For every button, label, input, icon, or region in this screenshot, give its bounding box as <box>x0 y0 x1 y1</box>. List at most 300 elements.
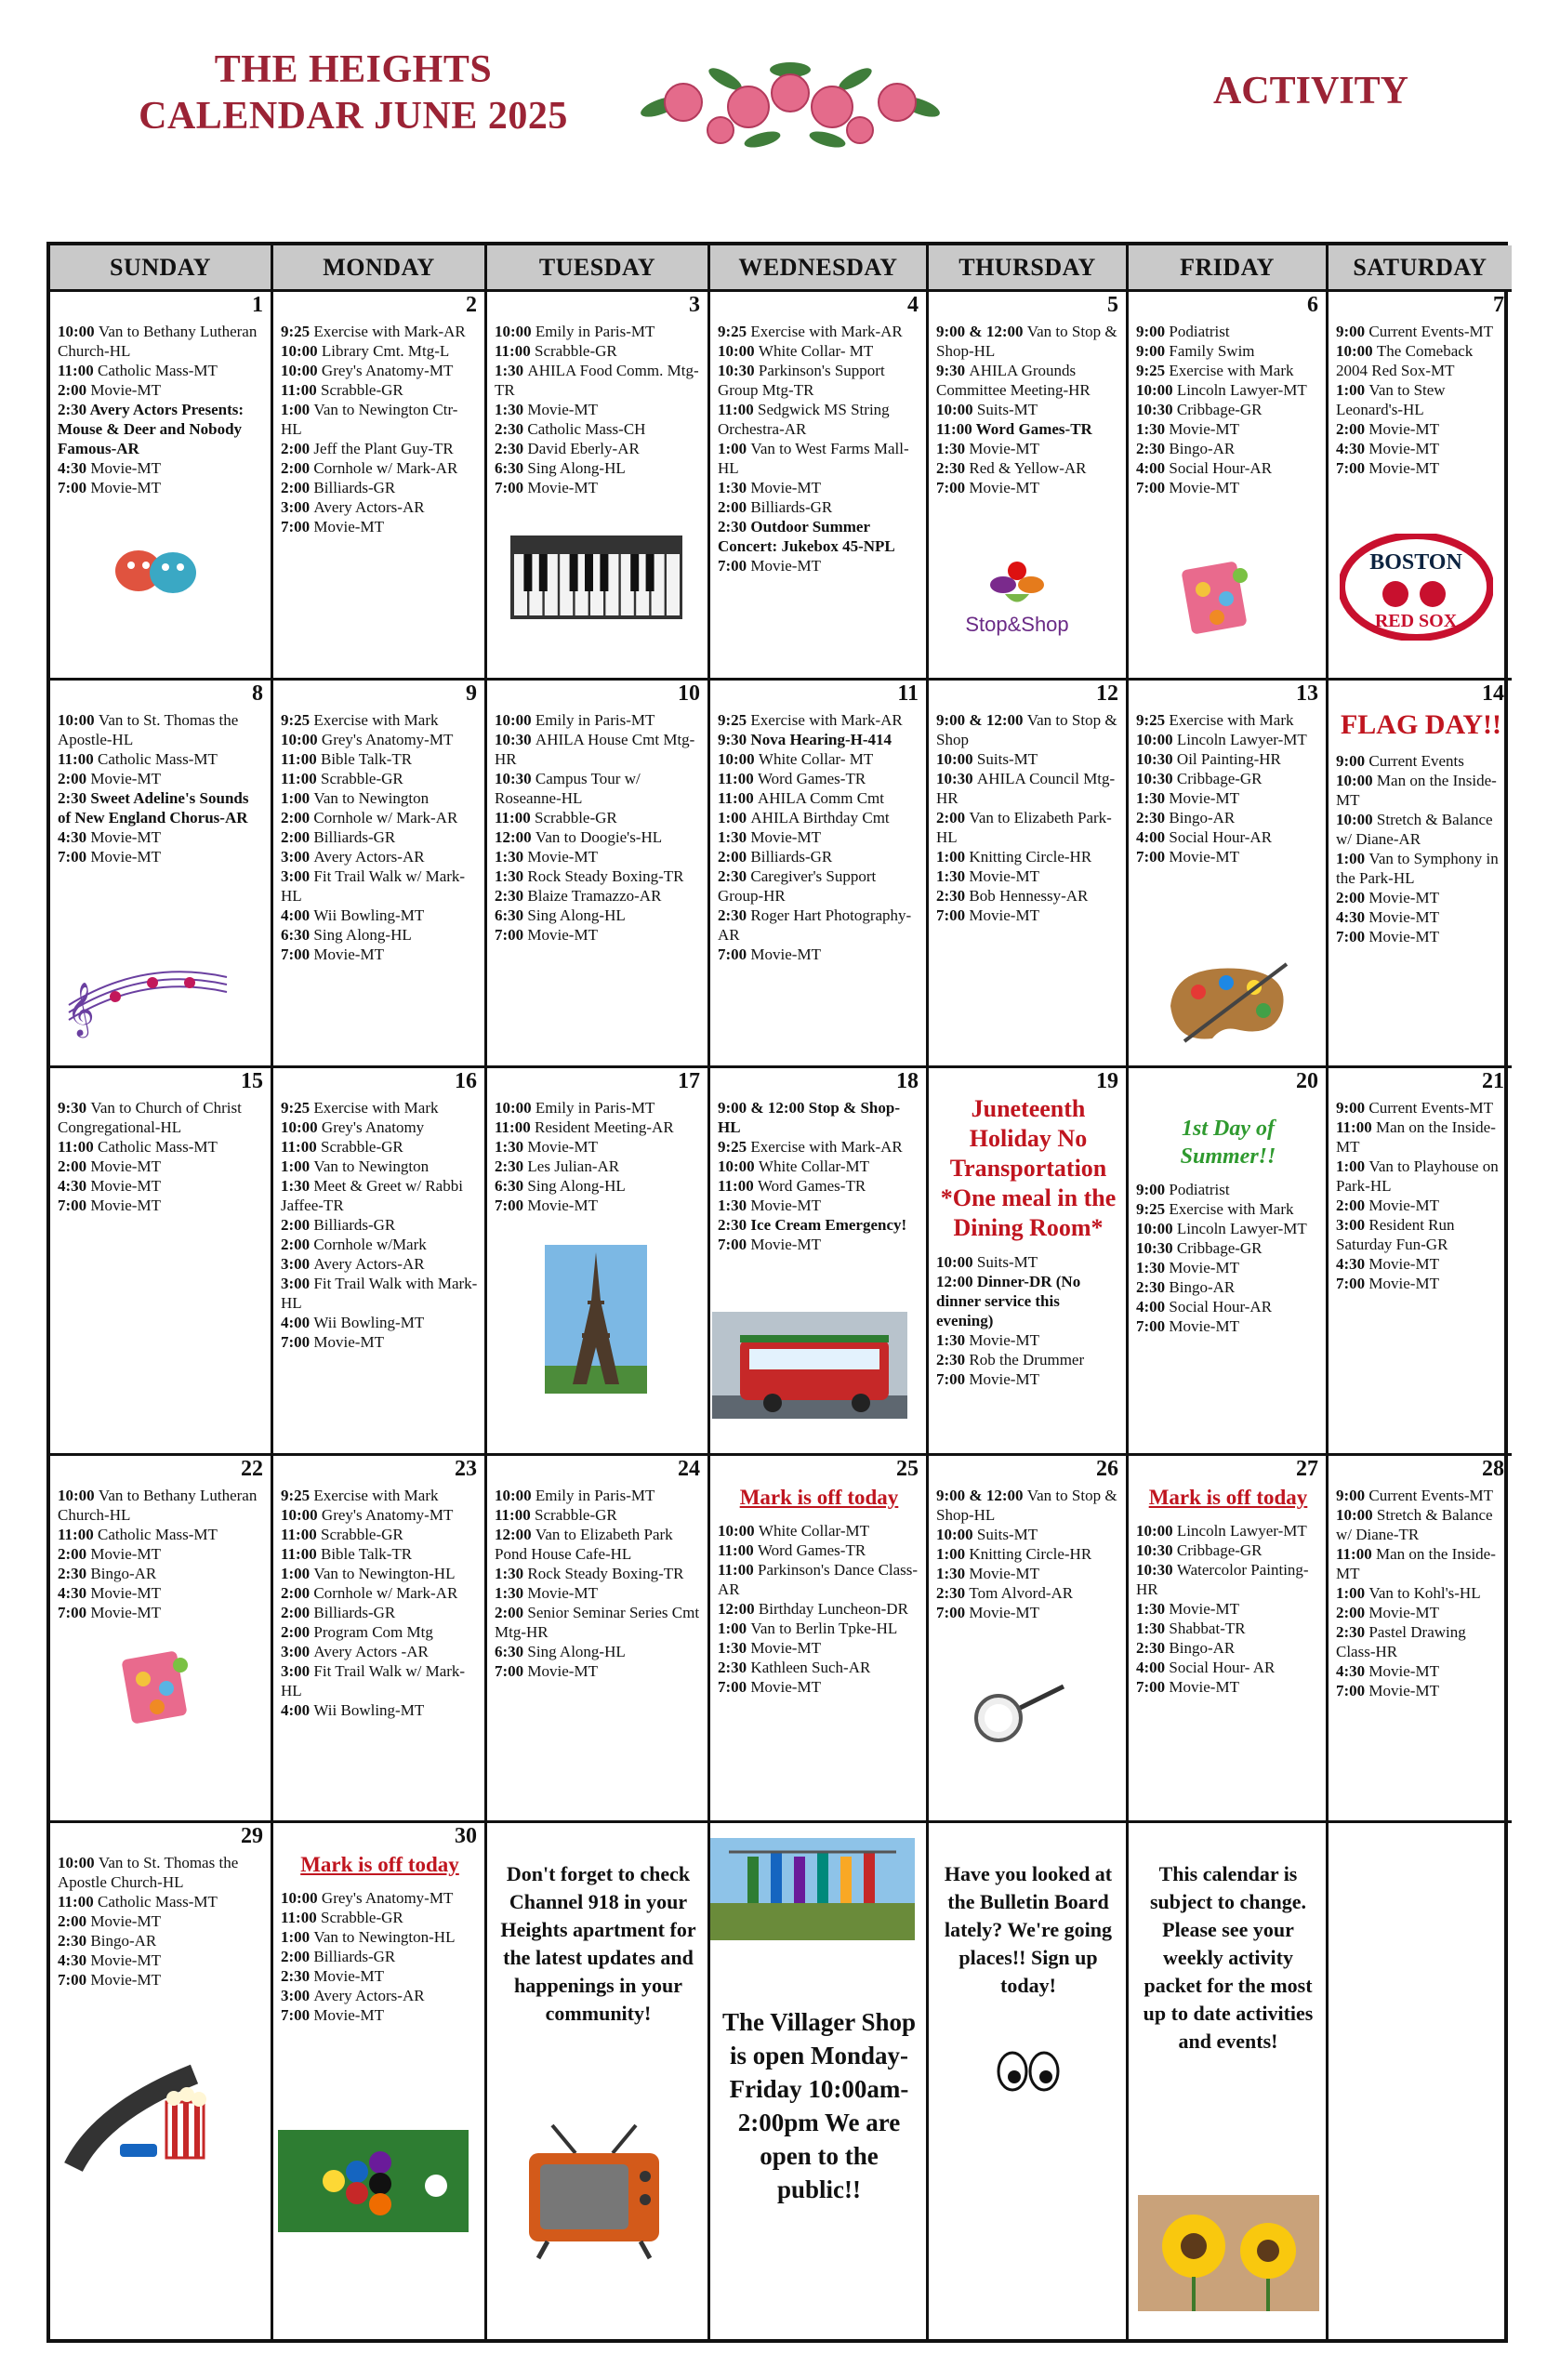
day-number: 21 <box>1482 1069 1504 1093</box>
sunflowers-photo <box>1138 2195 1319 2316</box>
day-number: 23 <box>455 1457 477 1481</box>
event-item: 1:30 Movie-MT <box>718 1639 821 1657</box>
event-item: 7:00 Movie-MT <box>1336 928 1439 945</box>
event-list <box>495 1098 702 1215</box>
event-list <box>718 322 920 575</box>
day-number: 11 <box>897 681 919 706</box>
day-number: 16 <box>455 1069 477 1093</box>
event-item: 4:00 Social Hour-AR <box>1136 459 1273 477</box>
day-cell-10 <box>487 681 710 1068</box>
event-item: 4:00 Wii Bowling-MT <box>281 906 425 924</box>
day-cell-19 <box>929 1068 1129 1456</box>
event-item: 1:30 Movie-MT <box>936 440 1039 457</box>
event-item: 2:30 Les Julian-AR <box>495 1157 620 1175</box>
trolley-photo <box>712 1312 907 1423</box>
event-item: 9:00 & 12:00 Van to Stop & Shop-HL <box>936 323 1117 360</box>
event-item: 1:00 Van to Berlin Tpke-HL <box>718 1620 898 1637</box>
event-item: 1:30 AHILA Food Comm. Mtg-TR <box>495 362 699 399</box>
day-cell-15 <box>50 1068 273 1456</box>
event-list <box>58 322 265 497</box>
event-item: 10:00 Lincoln Lawyer-MT <box>1136 731 1307 748</box>
event-item: 3:00 Fit Trail Walk w/ Mark-HL <box>281 867 466 905</box>
event-item: 11:00 Parkinson's Dance Class-AR <box>718 1561 919 1598</box>
event-item: 1:30 Movie-MT <box>1136 1600 1239 1618</box>
event-item: 2:30 Bingo-AR <box>1136 1639 1236 1657</box>
event-item: 9:00 Current Events-MT <box>1336 1099 1494 1117</box>
event-item: 2:00 Billiards-GR <box>281 1604 396 1621</box>
event-item: 2:30 Pastel Drawing Class-HR <box>1336 1623 1466 1660</box>
day-number: 15 <box>241 1069 263 1093</box>
day-headline: FLAG DAY!! <box>1340 709 1502 740</box>
note-text: Have you looked at the Bulletin Board lately? We're going places!! Sign up today! <box>944 1862 1113 1997</box>
stop-and-shop-logo <box>947 543 1087 650</box>
note-text: Don't forget to check Channel 918 in your Heights apartment for the latest updates and happenings in your community! <box>500 1862 696 2025</box>
day-number: 1 <box>252 293 263 317</box>
event-item: 2:00 Cornhole w/ Mark-AR <box>281 1584 458 1602</box>
event-item: 1:00 AHILA Birthday Cmt <box>718 809 890 826</box>
note-cell <box>710 1823 929 2339</box>
event-item: 2:30 Caregiver's Support Group-HR <box>718 867 877 905</box>
day-cell-26 <box>929 1456 1129 1823</box>
event-item: 7:00 Movie-MT <box>1336 1275 1439 1292</box>
event-item: 1:30 Movie-MT <box>936 1331 1039 1349</box>
event-item: 7:00 Movie-MT <box>281 518 384 536</box>
event-item: 1:30 Rock Steady Boxing-TR <box>495 867 684 885</box>
event-item: 1:30 Movie-MT <box>718 828 821 846</box>
eiffel-tower-icon <box>545 1245 647 1398</box>
event-item: 2:30 Sweet Adeline's Sounds of New England Chorus-AR <box>58 789 249 826</box>
header-sunday: SUNDAY <box>50 245 273 292</box>
day-headline: Mark is off today <box>739 1486 899 1509</box>
event-list <box>1336 751 1506 946</box>
event-item: 9:00 & 12:00 Van to Stop & Shop <box>936 711 1117 748</box>
day-cell-13 <box>1129 681 1329 1068</box>
billiards-photo <box>278 2130 469 2237</box>
retro-tv-icon <box>520 2121 668 2265</box>
event-item: 10:00 Grey's Anatomy-MT <box>281 731 454 748</box>
event-item: 3:00 Avery Actors-AR <box>281 1987 425 2004</box>
event-item: 2:30 Bob Hennessy-AR <box>936 887 1089 905</box>
event-item: 11:00 AHILA Comm Cmt <box>718 789 884 807</box>
event-item: 10:30 Cribbage-GR <box>1136 1239 1263 1257</box>
header-friday: FRIDAY <box>1129 245 1329 292</box>
event-item: 2:30 Avery Actors Presents: Mouse & Deer and Nobody Famous-AR <box>58 401 245 457</box>
event-item: 2:30 David Eberly-AR <box>495 440 640 457</box>
event-item: 2:00 Jeff the Plant Guy-TR <box>281 440 454 457</box>
event-item: 10:00 Emily in Paris-MT <box>495 1487 655 1504</box>
event-item: 11:00 Man on the Inside-MT <box>1336 1545 1496 1582</box>
event-item: 10:00 Grey's Anatomy-MT <box>281 362 454 379</box>
activity-title: ACTIVITY <box>1212 70 1409 112</box>
event-item: 9:00 Podiatrist <box>1136 1181 1230 1198</box>
event-item: 1:30 Movie-MT <box>495 1584 598 1602</box>
event-list <box>281 1098 479 1352</box>
day-cell-12 <box>929 681 1129 1068</box>
event-item: 7:00 Movie-MT <box>1136 1317 1239 1335</box>
event-item: 11:00 Word Games-TR <box>936 420 1092 438</box>
event-item: 7:00 Movie-MT <box>718 557 821 575</box>
event-item: 4:30 Movie-MT <box>1336 440 1439 457</box>
event-item: 9:25 Exercise with Mark-AR <box>281 323 466 340</box>
event-item: 1:30 Rock Steady Boxing-TR <box>495 1565 684 1582</box>
event-item: 6:30 Sing Along-HL <box>281 926 412 944</box>
event-item: 7:00 Movie-MT <box>1136 848 1239 866</box>
day-number: 30 <box>455 1824 477 1848</box>
day-number: 5 <box>1107 293 1118 317</box>
event-item: 1:00 Van to Symphony in the Park-HL <box>1336 850 1499 887</box>
event-item: 10:30 Parkinson's Support Group Mtg-TR <box>718 362 885 399</box>
event-item: 1:30 Meet & Greet w/ Rabbi Jaffee-TR <box>281 1177 463 1214</box>
event-item: 10:00 Stretch & Balance w/ Diane-TR <box>1336 1506 1493 1543</box>
day-number: 19 <box>1096 1069 1118 1093</box>
movie-reel-popcorn-icon <box>64 2056 250 2176</box>
event-item: 7:00 Movie-MT <box>58 848 161 866</box>
event-item: 11:00 Scrabble-GR <box>281 1138 403 1156</box>
event-list <box>936 322 1120 497</box>
event-list <box>58 1853 265 1990</box>
event-item: 10:00 Van to St. Thomas the Apostle-HL <box>58 711 239 748</box>
calendar-title <box>112 46 595 139</box>
event-item: 10:00 Van to Bethany Lutheran Church-HL <box>58 323 258 360</box>
event-item: 11:00 Scrabble-GR <box>495 809 617 826</box>
event-item: 10:00 Lincoln Lawyer-MT <box>1136 1522 1307 1540</box>
event-item: 7:00 Movie-MT <box>936 479 1039 496</box>
event-item: 2:00 Movie-MT <box>1336 1197 1439 1214</box>
event-item: 10:00 Emily in Paris-MT <box>495 1099 655 1117</box>
day-number: 7 <box>1493 293 1504 317</box>
event-item: 6:30 Sing Along-HL <box>495 1177 626 1195</box>
note-text: The Villager Shop is open Monday-Friday 10:00am-2:00pm We are open to the public!! <box>721 2008 917 2203</box>
event-item: 3:00 Avery Actors-AR <box>281 498 425 516</box>
event-item: 7:00 Movie-MT <box>936 1370 1039 1388</box>
day-number: 26 <box>1096 1457 1118 1481</box>
event-item: 2:30 Catholic Mass-CH <box>495 420 646 438</box>
day-cell-6 <box>1129 292 1329 681</box>
event-item: 9:25 Exercise with Mark <box>281 711 439 729</box>
day-cell-16 <box>273 1068 487 1456</box>
event-list <box>1136 1521 1320 1697</box>
event-item: 10:00 White Collar-MT <box>718 1522 870 1540</box>
event-item: 7:00 Movie-MT <box>1336 1682 1439 1699</box>
day-number: 4 <box>907 293 919 317</box>
event-item: 11:00 Scrabble-GR <box>281 1526 403 1543</box>
event-list <box>1336 1486 1506 1700</box>
day-cell-7 <box>1329 292 1512 681</box>
paint-palette-icon <box>1157 959 1296 1052</box>
event-item: 2:30 Roger Hart Photography-AR <box>718 906 912 944</box>
googly-eyes-icon <box>996 2051 1061 2097</box>
event-item: 2:30 Tom Alvord-AR <box>936 1584 1074 1602</box>
event-item: 9:25 Exercise with Mark-AR <box>718 323 903 340</box>
event-item: 2:30 Movie-MT <box>281 1967 384 1985</box>
note-text: This calendar is subject to change. Please see your weekly activity packet for the most up to date activities and events! <box>1143 1862 1314 2053</box>
event-list <box>281 322 479 536</box>
event-item: 7:00 Movie-MT <box>1336 459 1439 477</box>
event-item: 10:00 White Collar- MT <box>718 750 874 768</box>
event-item: 1:00 Van to Newington-HL <box>281 1928 456 1946</box>
event-item: 1:30 Movie-MT <box>495 848 598 866</box>
event-list <box>281 710 479 964</box>
header-wednesday: WEDNESDAY <box>710 245 929 292</box>
event-item: 7:00 Movie-MT <box>495 1197 598 1214</box>
roses-decoration-icon <box>632 51 948 153</box>
bingo-card-icon <box>1175 552 1263 645</box>
event-item: 1:00 Van to West Farms Mall-HL <box>718 440 909 477</box>
event-item: 10:00 Suits-MT <box>936 401 1038 418</box>
day-number: 9 <box>466 681 477 706</box>
red-sox-logo <box>1340 534 1493 645</box>
event-item: 7:00 Movie-MT <box>718 1678 821 1696</box>
event-item: 1:30 Movie-MT <box>936 867 1039 885</box>
day-number: 20 <box>1296 1069 1318 1093</box>
event-item: 2:00 Program Com Mtg <box>281 1623 433 1641</box>
event-item: 11:00 Scrabble-GR <box>495 342 617 360</box>
event-item: 2:00 Billiards-GR <box>718 848 833 866</box>
event-item: 7:00 Movie-MT <box>936 1604 1039 1621</box>
event-item: 2:00 Movie-MT <box>58 1912 161 1930</box>
event-list <box>718 1098 920 1254</box>
event-list <box>58 710 265 866</box>
day-cell-3 <box>487 292 710 681</box>
day-cell-17 <box>487 1068 710 1456</box>
event-item: 2:30 Bingo-AR <box>1136 440 1236 457</box>
day-cell-27 <box>1129 1456 1329 1823</box>
event-item: 10:00 Man on the Inside-MT <box>1336 772 1497 809</box>
day-cell-28 <box>1329 1456 1512 1823</box>
event-item: 4:00 Social Hour- AR <box>1136 1659 1276 1676</box>
day-number: 2 <box>466 293 477 317</box>
day-number: 3 <box>689 293 700 317</box>
event-item: 7:00 Movie-MT <box>281 945 384 963</box>
event-item: 1:00 Knitting Circle-HR <box>936 848 1092 866</box>
event-item: 2:30 Blaize Tramazzo-AR <box>495 887 662 905</box>
event-item: 2:00 Movie-MT <box>58 1157 161 1175</box>
day-cell-22 <box>50 1456 273 1823</box>
event-item: 9:00 Podiatrist <box>1136 323 1230 340</box>
event-item: 2:00 Movie-MT <box>1336 420 1439 438</box>
event-item: 2:00 Movie-MT <box>1336 889 1439 906</box>
event-item: 9:00 Current Events-MT <box>1336 1487 1494 1504</box>
event-item: 2:30 Bingo-AR <box>1136 809 1236 826</box>
day-number: 24 <box>678 1457 700 1481</box>
event-item: 9:25 Exercise with Mark <box>1136 362 1294 379</box>
event-item: 6:30 Sing Along-HL <box>495 459 626 477</box>
event-list <box>1136 710 1320 866</box>
event-item: 2:00 Cornhole w/Mark <box>281 1236 427 1253</box>
event-item: 9:00 Current Events <box>1336 752 1464 770</box>
day-headline: Mark is off today <box>1148 1486 1308 1509</box>
event-list <box>718 1521 920 1697</box>
event-item: 9:00 Family Swim <box>1136 342 1255 360</box>
title-line-1: THE HEIGHTS <box>214 48 493 91</box>
event-item: 10:00 Van to St. Thomas the Apostle Church-HL <box>58 1854 239 1891</box>
event-item: 1:00 Van to Kohl's-HL <box>1336 1584 1481 1602</box>
event-item: 3:00 Resident Run Saturday Fun-GR <box>1336 1216 1455 1253</box>
event-item: 11:00 Man on the Inside-MT <box>1336 1118 1496 1156</box>
day-number: 27 <box>1296 1457 1318 1481</box>
day-headline: Juneteenth Holiday No Transportation *One meal in the Dining Room* <box>940 1095 1117 1241</box>
event-list <box>58 1098 265 1215</box>
day-number: 8 <box>252 681 263 706</box>
event-item: 7:00 Movie-MT <box>58 1604 161 1621</box>
event-item: 10:30 Cribbage-GR <box>1136 1541 1263 1559</box>
event-list <box>718 710 920 964</box>
day-cell-25 <box>710 1456 929 1823</box>
event-item: 10:00 Grey's Anatomy <box>281 1118 425 1136</box>
event-item: 9:30 Van to Church of Christ Congregational-HL <box>58 1099 242 1136</box>
event-item: 7:00 Movie-MT <box>58 479 161 496</box>
event-item: 2:00 Movie-MT <box>58 770 161 787</box>
event-list <box>1136 1180 1320 1336</box>
day-headline: Mark is off today <box>300 1853 459 1876</box>
banjo-icon <box>966 1679 1068 1749</box>
event-item: 7:00 Movie-MT <box>1136 479 1239 496</box>
header-saturday: SATURDAY <box>1329 245 1512 292</box>
event-item: 11:00 Catholic Mass-MT <box>58 750 218 768</box>
event-item: 9:25 Exercise with Mark <box>1136 1200 1294 1218</box>
event-item: 10:30 Cribbage-GR <box>1136 770 1263 787</box>
note-cell <box>1329 1823 1512 2339</box>
event-item: 11:00 Catholic Mass-MT <box>58 1526 218 1543</box>
event-item: 1:30 Movie-MT <box>718 1197 821 1214</box>
day-cell-4 <box>710 292 929 681</box>
event-item: 2:30 Bingo-AR <box>58 1565 157 1582</box>
event-item: 4:00 Wii Bowling-MT <box>281 1701 425 1719</box>
event-list <box>58 1486 265 1622</box>
event-item: 9:00 Current Events-MT <box>1336 323 1494 340</box>
event-item: 1:30 Shabbat-TR <box>1136 1620 1246 1637</box>
event-item: 2:00 Cornhole w/ Mark-AR <box>281 459 458 477</box>
event-item: 10:00 White Collar-MT <box>718 1157 870 1175</box>
event-item: 11:00 Catholic Mass-MT <box>58 1893 218 1911</box>
event-item: 10:00 Grey's Anatomy-MT <box>281 1889 454 1907</box>
music-notes-icon <box>59 955 236 1043</box>
event-item: 4:00 Wii Bowling-MT <box>281 1314 425 1331</box>
day-cell-11 <box>710 681 929 1068</box>
day-number: 28 <box>1482 1457 1504 1481</box>
event-item: 10:00 Suits-MT <box>936 1526 1038 1543</box>
day-number: 6 <box>1307 293 1318 317</box>
event-item: 10:30 Campus Tour w/ Roseanne-HL <box>495 770 641 807</box>
event-item: 4:30 Movie-MT <box>58 828 161 846</box>
header-monday: MONDAY <box>273 245 487 292</box>
event-item: 10:00 Emily in Paris-MT <box>495 323 655 340</box>
day-cell-24 <box>487 1456 710 1823</box>
day-number: 10 <box>678 681 700 706</box>
event-item: 10:30 Oil Painting-HR <box>1136 750 1281 768</box>
day-headline: 1st Day of Summer!! <box>1180 1117 1276 1169</box>
event-item: 2:00 Billiards-GR <box>718 498 833 516</box>
event-item: 9:25 Exercise with Mark <box>281 1487 439 1504</box>
event-item: 10:00 Lincoln Lawyer-MT <box>1136 381 1307 399</box>
event-item: 4:30 Movie-MT <box>58 1584 161 1602</box>
event-item: 11:00 Scrabble-GR <box>281 381 403 399</box>
svg-text:Stop&Shop: Stop&Shop <box>965 613 1069 636</box>
event-item: 7:00 Movie-MT <box>495 926 598 944</box>
svg-text:𝄞: 𝄞 <box>67 982 95 1036</box>
event-item: 1:00 Knitting Circle-HR <box>936 1545 1092 1563</box>
day-number: 17 <box>678 1069 700 1093</box>
event-item: 2:30 Red & Yellow-AR <box>936 459 1087 477</box>
event-item: 12:00 Dinner-DR (No dinner service this evening) <box>936 1273 1081 1329</box>
svg-text:RED SOX: RED SOX <box>1374 611 1458 631</box>
event-item: 12:00 Van to Doogie's-HL <box>495 828 663 846</box>
event-item: 2:30 Rob the Drummer <box>936 1351 1085 1368</box>
event-item: 1:00 Van to Playhouse on Park-HL <box>1336 1157 1499 1195</box>
event-item: 9:30 Nova Hearing-H-414 <box>718 731 892 748</box>
day-number: 12 <box>1096 681 1118 706</box>
wine-bottles-photo <box>710 1838 915 1945</box>
day-cell-14 <box>1329 681 1512 1068</box>
day-number: 22 <box>241 1457 263 1481</box>
event-item: 1:30 Movie-MT <box>1136 789 1239 807</box>
day-cell-8 <box>50 681 273 1068</box>
event-item: 7:00 Movie-MT <box>495 1662 598 1680</box>
day-number: 25 <box>896 1457 919 1481</box>
event-item: 9:25 Exercise with Mark-AR <box>718 1138 903 1156</box>
event-item: 3:00 Avery Actors-AR <box>281 848 425 866</box>
event-item: 10:00 Lincoln Lawyer-MT <box>1136 1220 1307 1237</box>
note-cell <box>1129 1823 1329 2339</box>
event-item: 4:30 Movie-MT <box>1336 908 1439 926</box>
event-item: 10:00 White Collar- MT <box>718 342 874 360</box>
event-item: 1:30 Movie-MT <box>936 1565 1039 1582</box>
event-item: 7:00 Movie-MT <box>281 2006 384 2024</box>
day-cell-18 <box>710 1068 929 1456</box>
event-item: 2:30 Bingo-AR <box>1136 1278 1236 1296</box>
event-item: 2:30 Outdoor Summer Concert: Jukebox 45-NPL <box>718 518 895 555</box>
day-number: 18 <box>896 1069 919 1093</box>
event-list <box>1336 1098 1506 1293</box>
event-list <box>936 1252 1120 1389</box>
event-item: 9:25 Exercise with Mark-AR <box>718 711 903 729</box>
event-item: 7:00 Movie-MT <box>936 906 1039 924</box>
event-item: 2:00 Movie-MT <box>1336 1604 1439 1621</box>
event-list <box>1136 322 1320 497</box>
event-item: 6:30 Sing Along-HL <box>495 906 626 924</box>
event-list <box>495 710 702 945</box>
day-cell-5 <box>929 292 1129 681</box>
day-cell-9 <box>273 681 487 1068</box>
day-number: 14 <box>1482 681 1504 706</box>
event-item: 4:30 Movie-MT <box>58 1951 161 1969</box>
event-item: 2:00 Billiards-GR <box>281 1216 396 1234</box>
event-item: 7:00 Movie-MT <box>495 479 598 496</box>
piano-keys-icon <box>510 536 682 624</box>
event-item: 11:00 Scrabble-GR <box>281 770 403 787</box>
event-item: 4:00 Social Hour-AR <box>1136 1298 1273 1316</box>
header-tuesday: TUESDAY <box>487 245 710 292</box>
event-item: 1:30 Movie-MT <box>495 401 598 418</box>
event-item: 4:30 Movie-MT <box>1336 1662 1439 1680</box>
note-cell <box>487 1823 710 2339</box>
event-item: 11:00 Scrabble-GR <box>495 1506 617 1524</box>
event-item: 9:30 AHILA Grounds Committee Meeting-HR <box>936 362 1091 399</box>
title-line-2: CALENDAR JUNE 2025 <box>139 95 568 138</box>
event-item: 1:30 Movie-MT <box>495 1138 598 1156</box>
event-item: 3:00 Avery Actors-AR <box>281 1255 425 1273</box>
event-item: 11:00 Scrabble-GR <box>281 1909 403 1926</box>
event-item: 2:00 Billiards-GR <box>281 828 396 846</box>
event-item: 2:30 Bingo-AR <box>58 1932 157 1950</box>
event-item: 9:00 & 12:00 Stop & Shop-HL <box>718 1099 900 1136</box>
event-item: 2:30 Ice Cream Emergency! <box>718 1216 907 1234</box>
event-item: 3:00 Avery Actors -AR <box>281 1643 429 1660</box>
day-cell-23 <box>273 1456 487 1823</box>
event-item: 11:00 Word Games-TR <box>718 1177 866 1195</box>
event-item: 11:00 Word Games-TR <box>718 770 866 787</box>
calendar-grid <box>46 242 1508 2343</box>
